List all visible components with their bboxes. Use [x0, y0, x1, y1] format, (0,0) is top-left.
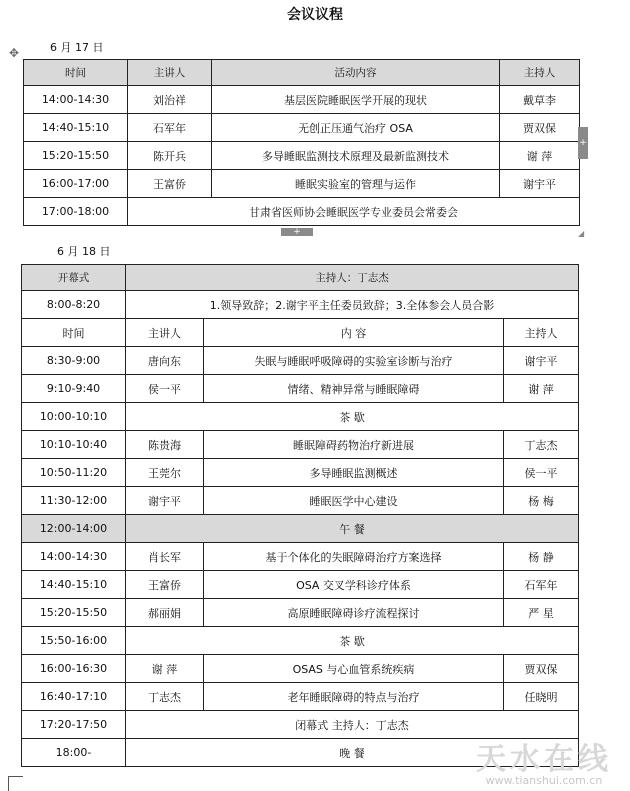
- row-time: 14:40-15:10: [24, 114, 128, 142]
- table-row: [22, 291, 579, 319]
- add-row-icon[interactable]: +: [281, 228, 313, 236]
- add-column-icon[interactable]: +: [578, 127, 588, 159]
- table-row: [22, 571, 579, 599]
- header-content: 内 容: [204, 319, 504, 347]
- row-content: 茶 歇: [126, 403, 579, 431]
- move-icon[interactable]: ✥: [9, 46, 20, 60]
- row-host: 贾双保: [500, 114, 580, 142]
- lunch-row: [22, 515, 579, 543]
- row-content: 晚 餐: [126, 739, 579, 767]
- page-corner-mark: [8, 776, 23, 791]
- row-content: 基于个体化的失眠障碍治疗方案选择: [204, 543, 504, 571]
- row-host: 严 星: [504, 599, 579, 627]
- row-time: 15:20-15:50: [24, 142, 128, 170]
- row-content: 睡眠实验室的管理与运作: [212, 170, 500, 198]
- table-row: [22, 683, 579, 711]
- row-host: 谢宇平: [500, 170, 580, 198]
- row-content: 午 餐: [126, 515, 579, 543]
- row-content: 多导睡眠监测概述: [204, 459, 504, 487]
- row-time: 16:00-17:00: [24, 170, 128, 198]
- opening-host: 主持人：丁志杰: [126, 265, 579, 291]
- table-row: [22, 347, 579, 375]
- header-content: 活动内容: [212, 60, 500, 86]
- header-host: 主持人: [500, 60, 580, 86]
- day1-date: 6 月 17 日: [50, 41, 104, 54]
- table-row: [22, 487, 579, 515]
- row-content: 基层医院睡眠医学开展的现状: [212, 86, 500, 114]
- row-speaker: 王富侨: [128, 170, 212, 198]
- row-host: 丁志杰: [504, 431, 579, 459]
- row-speaker: 王莞尔: [126, 459, 204, 487]
- row-content: 闭幕式 主持人：丁志杰: [126, 711, 579, 739]
- row-host: 谢 萍: [500, 142, 580, 170]
- row-content: 多导睡眠监测技术原理及最新监测技术: [212, 142, 500, 170]
- row-host: 谢 萍: [504, 375, 579, 403]
- row-host: 戴草李: [500, 86, 580, 114]
- row-time: 8:30-9:00: [22, 347, 126, 375]
- row-time: 15:20-15:50: [22, 599, 126, 627]
- row-speaker: 肖长军: [126, 543, 204, 571]
- watermark: [476, 734, 612, 787]
- row-host: 谢宇平: [504, 347, 579, 375]
- row-speaker: 丁志杰: [126, 683, 204, 711]
- row-time: 12:00-14:00: [22, 515, 126, 543]
- table-row: [22, 375, 579, 403]
- table-row: [22, 459, 579, 487]
- header-host: 主持人: [504, 319, 579, 347]
- row-content: 1.领导致辞；2.谢宇平主任委员致辞；3.全体参会人员合影: [126, 291, 579, 319]
- row-time: 10:10-10:40: [22, 431, 126, 459]
- table-row: [22, 431, 579, 459]
- row-speaker: 刘治祥: [128, 86, 212, 114]
- day2-date: 6 月 18 日: [57, 245, 111, 258]
- table-row: [24, 170, 580, 198]
- row-speaker: 唐向东: [126, 347, 204, 375]
- opening-label: 开幕式: [22, 265, 126, 291]
- row-content: 睡眠障碍药物治疗新进展: [204, 431, 504, 459]
- row-content: 甘肃省医师协会睡眠医学专业委员会常委会: [128, 198, 580, 226]
- row-time: 9:10-9:40: [22, 375, 126, 403]
- row-speaker: 陈贵海: [126, 431, 204, 459]
- break-row: [22, 627, 579, 655]
- table-row: [22, 599, 579, 627]
- day1-table: [23, 59, 580, 226]
- row-host: 杨 梅: [504, 487, 579, 515]
- day1-header-row: [24, 60, 580, 86]
- document-title: 会议议程: [287, 7, 343, 23]
- table-row: [22, 543, 579, 571]
- row-host: 贾双保: [504, 655, 579, 683]
- row-speaker: 石军年: [128, 114, 212, 142]
- row-content: 无创正压通气治疗 OSA: [212, 114, 500, 142]
- row-host: 石军年: [504, 571, 579, 599]
- row-speaker: 谢宇平: [126, 487, 204, 515]
- row-content: 情绪、精神异常与睡眠障碍: [204, 375, 504, 403]
- header-speaker: 主讲人: [128, 60, 212, 86]
- row-time: 14:40-15:10: [22, 571, 126, 599]
- table-row: [22, 655, 579, 683]
- watermark-url: www.tianshui.com.cn: [485, 774, 603, 787]
- header-time: 时间: [24, 60, 128, 86]
- row-content: OSAS 与心血管系统疾病: [204, 655, 504, 683]
- row-time: 8:00-8:20: [22, 291, 126, 319]
- table-row: [24, 86, 580, 114]
- header-time: 时间: [22, 319, 126, 347]
- opening-row: [22, 265, 579, 291]
- row-host: 任晓明: [504, 683, 579, 711]
- row-time: 14:00-14:30: [22, 543, 126, 571]
- break-row: [22, 403, 579, 431]
- row-time: 15:50-16:00: [22, 627, 126, 655]
- resize-handle-icon[interactable]: ◢: [578, 229, 585, 238]
- row-time: 14:00-14:30: [24, 86, 128, 114]
- row-content: 高原睡眠障碍诊疗流程探讨: [204, 599, 504, 627]
- row-speaker: 谢 萍: [126, 655, 204, 683]
- day2-table: [21, 264, 579, 767]
- row-time: 11:30-12:00: [22, 487, 126, 515]
- row-host: 侯一平: [504, 459, 579, 487]
- row-content: 茶 歇: [126, 627, 579, 655]
- table-row: [24, 198, 580, 226]
- watermark-logo: 天水在线: [476, 742, 612, 777]
- row-content: 失眠与睡眠呼吸障碍的实验室诊断与治疗: [204, 347, 504, 375]
- row-time: 17:00-18:00: [24, 198, 128, 226]
- row-speaker: 陈开兵: [128, 142, 212, 170]
- row-content: 老年睡眠障碍的特点与治疗: [204, 683, 504, 711]
- row-content: OSA 交叉学科诊疗体系: [204, 571, 504, 599]
- row-time: 16:40-17:10: [22, 683, 126, 711]
- row-time: 18:00-: [22, 739, 126, 767]
- row-speaker: 王富侨: [126, 571, 204, 599]
- header-speaker: 主讲人: [126, 319, 204, 347]
- table-row: [24, 114, 580, 142]
- row-host: 杨 静: [504, 543, 579, 571]
- row-speaker: 侯一平: [126, 375, 204, 403]
- row-speaker: 郝丽娟: [126, 599, 204, 627]
- row-time: 17:20-17:50: [22, 711, 126, 739]
- row-content: 睡眠医学中心建设: [204, 487, 504, 515]
- table-row: [24, 142, 580, 170]
- row-time: 10:50-11:20: [22, 459, 126, 487]
- row-time: 10:00-10:10: [22, 403, 126, 431]
- day2-header-row: [22, 319, 579, 347]
- row-time: 16:00-16:30: [22, 655, 126, 683]
